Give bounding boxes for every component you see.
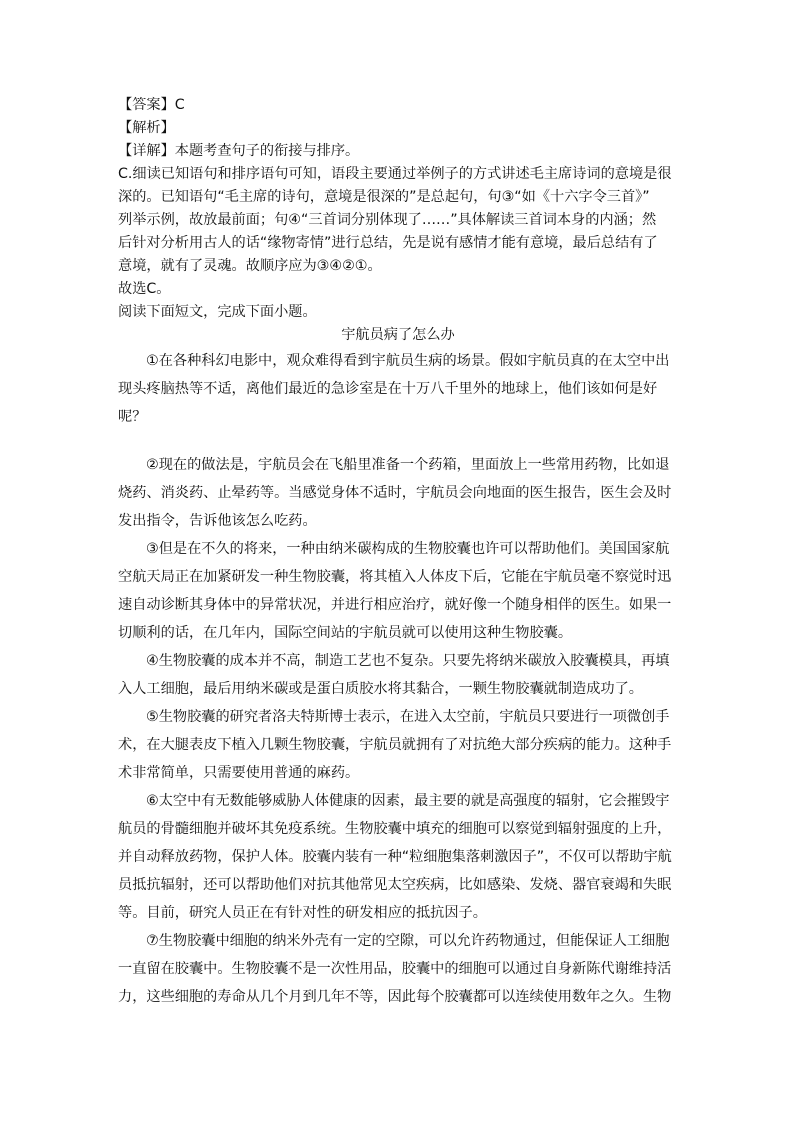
conclusion-line: 故选C。 bbox=[118, 281, 171, 297]
article-paragraph-5: ⑤生物胶囊的研究者洛夫特斯博士表示，在进入太空前，宇航员只要进行一项微创手术，在大腿表皮下植入几颗生物胶囊，宇航员就拥有了对抗绝大部分疾病的能力。这种手术非常简单，只需要使用普通的麻药。 bbox=[118, 709, 672, 781]
analysis-line: 后针对分析用古人的话“缘物寄情”进行总结，先是说有感情才能有意境，最后总结有了 bbox=[118, 235, 658, 251]
article-paragraph-6: ⑥太空中有无数能够威胁人体健康的因素，最主要的就是高强度的辐射，它会摧毁宇航员的骨髓细胞并破坏其免疫系统。生物胶囊中填充的细胞可以察觉到辐射强度的上升，并自动释放药物，保护人体。胶囊内装有一种“粒细胞集落刺激因子”，不仅可以帮助宇航员抵抗辐射，还可以帮助他们对抗其他常见太空疾病，比如感染、发烧、器官衰竭和失眠等。目前，研究人员正在有针对性的研发相应的抵抗因子。 bbox=[118, 793, 672, 921]
article-paragraph-7: ⑦生物胶囊中细胞的纳米外壳有一定的空隙，可以允许药物通过，但能保证人工细胞一直留在胶囊中。生物胶囊不是一次性用品，胶囊中的细胞可以通过自身新陈代谢维持活力，这些细胞的寿命从几个月到几年不等，因此每个胶囊都可以连续使用数年之久。生物 bbox=[118, 933, 672, 1005]
answer-line: 【答案】C bbox=[118, 97, 185, 113]
analysis-line: 列举示例，故放最前面；句④“三首词分别体现了……”具体解读三首词本身的内涵；然 bbox=[118, 212, 657, 228]
document-page bbox=[118, 94, 678, 1011]
detail-line: 【详解】本题考查句子的衔接与排序。 bbox=[118, 143, 360, 159]
analysis-heading: 【解析】 bbox=[118, 120, 175, 136]
article-paragraph-1: ①在各种科幻电影中，观众难得看到宇航员生病的场景。假如宇航员真的在太空中出现头疼脑热等不适，离他们最近的急诊室是在十万八千里外的地球上，他们该如何是好呢？ bbox=[118, 353, 670, 425]
analysis-line: C.细读已知语句和排序语句可知，语段主要通过举例子的方式讲述毛主席诗词的意境是很 bbox=[118, 166, 672, 182]
analysis-line: 意境，就有了灵魂。故顺序应为③④②①。 bbox=[118, 258, 382, 274]
analysis-line: 深的。已知语句“毛主席的诗句，意境是很深的”是总起句，句③“如《十六字令三首》” bbox=[118, 189, 650, 205]
article-paragraph-2: ②现在的做法是，宇航员会在飞船里准备一个药箱，里面放上一些常用药物，比如退烧药、消炎药、止晕药等。当感觉身体不适时，宇航员会向地面的医生报告，医生会及时发出指令，告诉他该怎么吃药。 bbox=[118, 457, 672, 529]
reading-instruction: 阅读下面短文，完成下面小题。 bbox=[118, 304, 317, 320]
article-paragraph-4: ④生物胶囊的成本并不高，制造工艺也不复杂。只要先将纳米碳放入胶囊模具，再填入人工细胞，最后用纳米碳或是蛋白质胶水将其黏合，一颗生物胶囊就制造成功了。 bbox=[118, 653, 670, 697]
article-title: 宇航员病了怎么办 bbox=[341, 327, 455, 343]
article-paragraph-3: ③但是在不久的将来，一种由纳米碳构成的生物胶囊也许可以帮助他们。美国国家航空航天局正在加紧研发一种生物胶囊，将其植入人体皮下后，它能在宇航员毫不察觉时迅速自动诊断其身体中的异常状况，并进行相应治疗，就好像一个随身相伴的医生。如果一切顺利的话，在几年内，国际空间站的宇航员就可以使用这种生物胶囊。 bbox=[118, 541, 672, 641]
